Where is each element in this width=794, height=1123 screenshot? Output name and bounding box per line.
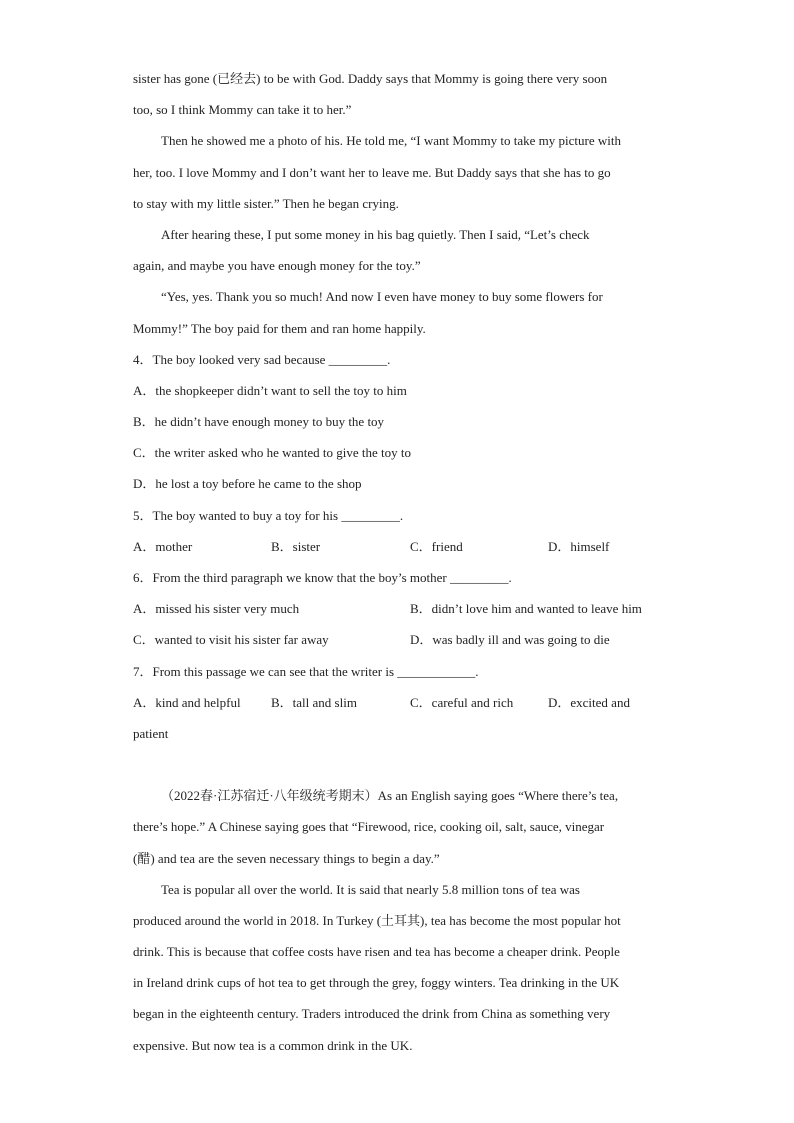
text-line: produced around the world in 2018. In Turkey (土耳其), tea has become the most popular hot bbox=[133, 912, 621, 928]
options-row bbox=[133, 593, 663, 624]
text-line: began in the eighteenth century. Traders introduced the drink from China as something very bbox=[133, 1006, 611, 1022]
text-line: there’s hope.” A Chinese saying goes that “Firewood, rice, cooking oil, salt, sauce, vinegar bbox=[133, 819, 605, 835]
text-line: her, too. I love Mommy and I don’t want her to leave me. But Daddy says that she has to go bbox=[133, 164, 611, 180]
text-line: drink. This is because that coffee costs have risen and tea has become a cheaper drink. People bbox=[133, 944, 620, 960]
option-d-wrap: patient bbox=[133, 725, 169, 741]
option-b[interactable]: B．sister bbox=[271, 538, 321, 554]
question-stem: 7．From this passage we can see that the writer is ____________. bbox=[133, 663, 479, 679]
text-line: （2022春·江苏宿迁·八年级统考期末）As an English saying goes “Where there’s tea, bbox=[161, 788, 619, 804]
text-line: Tea is popular all over the world. It is said that nearly 5.8 million tons of tea was bbox=[161, 881, 580, 897]
question-stem: 4．The boy looked very sad because _________. bbox=[133, 351, 391, 367]
section-gap bbox=[133, 749, 663, 780]
option-c[interactable]: C．careful and rich bbox=[410, 694, 514, 710]
options-row bbox=[133, 624, 663, 655]
text-line: again, and maybe you have enough money for the toy.” bbox=[133, 258, 421, 274]
text-line: in Ireland drink cups of hot tea to get through the grey, foggy winters. Tea drinking in the UK bbox=[133, 975, 620, 991]
option-b[interactable]: B．didn’t love him and wanted to leave him bbox=[410, 601, 642, 617]
option-d[interactable]: D．excited and bbox=[548, 694, 630, 710]
option-a[interactable]: A．the shopkeeper didn’t want to sell the toy to him bbox=[133, 382, 407, 398]
option-b[interactable]: B．tall and slim bbox=[271, 694, 357, 710]
text-line: too, so I think Mommy can take it to her.” bbox=[133, 102, 352, 118]
passage-a bbox=[133, 63, 663, 344]
option-c[interactable]: C．the writer asked who he wanted to give the toy to bbox=[133, 445, 411, 461]
question-stem: 5．The boy wanted to buy a toy for his _________. bbox=[133, 507, 404, 523]
passage-b bbox=[133, 780, 663, 1061]
question-7 bbox=[133, 656, 663, 750]
option-b[interactable]: B．he didn’t have enough money to buy the toy bbox=[133, 414, 385, 430]
option-d[interactable]: D．was badly ill and was going to die bbox=[410, 632, 610, 648]
text-line: Mommy!” The boy paid for them and ran home happily. bbox=[133, 320, 426, 336]
options-row bbox=[133, 687, 663, 718]
option-a[interactable]: A．kind and helpful bbox=[133, 694, 241, 710]
option-a[interactable]: A．mother bbox=[133, 538, 193, 554]
question-4 bbox=[133, 344, 663, 500]
question-5 bbox=[133, 500, 663, 562]
text-line: sister has gone (已经去) to be with God. Daddy says that Mommy is going there very soon bbox=[133, 71, 608, 86]
text-line: (醋) and tea are the seven necessary things to begin a day.” bbox=[133, 850, 440, 866]
question-6 bbox=[133, 562, 663, 656]
text-line: expensive. But now tea is a common drink in the UK. bbox=[133, 1037, 413, 1053]
option-c[interactable]: C．wanted to visit his sister far away bbox=[133, 632, 329, 648]
option-c[interactable]: C．friend bbox=[410, 538, 463, 554]
question-stem: 6．From the third paragraph we know that the boy’s mother _________. bbox=[133, 570, 512, 585]
text-line: “Yes, yes. Thank you so much! And now I even have money to buy some flowers for bbox=[161, 289, 603, 305]
options-row bbox=[133, 531, 663, 562]
option-d[interactable]: D．he lost a toy before he came to the shop bbox=[133, 476, 362, 492]
text-line: After hearing these, I put some money in his bag quietly. Then I said, “Let’s check bbox=[161, 226, 590, 242]
text-line: to stay with my little sister.” Then he began crying. bbox=[133, 195, 399, 211]
option-a[interactable]: A．missed his sister very much bbox=[133, 601, 300, 617]
text-line: Then he showed me a photo of his. He told me, “I want Mommy to take my picture with bbox=[161, 133, 621, 149]
page-content bbox=[133, 63, 663, 1061]
option-d[interactable]: D．himself bbox=[548, 538, 610, 554]
